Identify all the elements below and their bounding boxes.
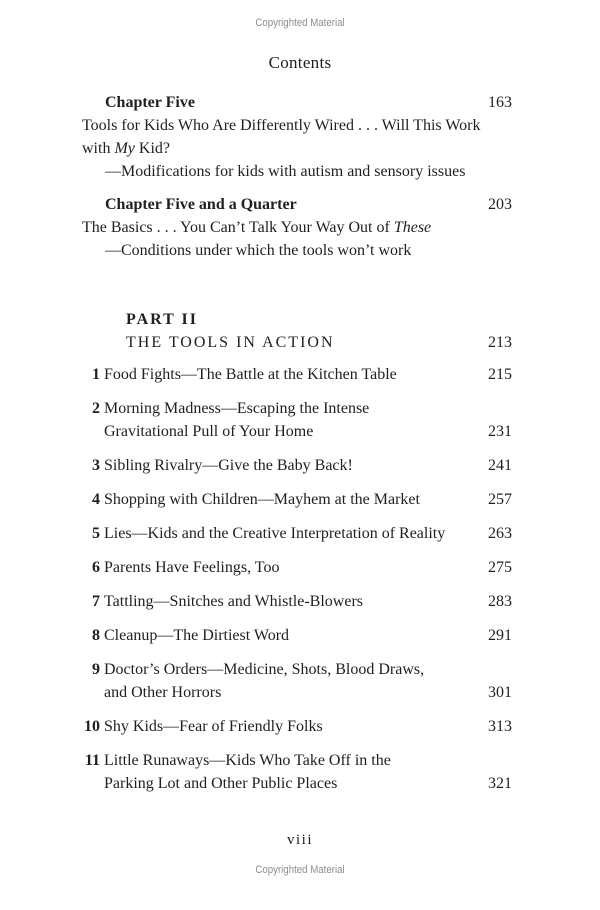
chapter-title: Chapter Five and a Quarter	[105, 196, 297, 213]
toc-item	[82, 658, 512, 704]
toc-item	[82, 624, 512, 647]
toc-item	[82, 590, 512, 613]
copyright-notice-bottom: Copyrighted Material	[255, 864, 345, 876]
chapter-entry	[82, 91, 512, 183]
toc-item	[82, 488, 512, 511]
toc-item-page-number: 313	[488, 718, 512, 735]
toc-item-page-number: 291	[488, 627, 512, 644]
toc-item-title-line: Lies—Kids and the Creative Interpretation of Reality	[104, 525, 446, 542]
toc-item-title-line: Doctor’s Orders—Medicine, Shots, Blood Draws,	[104, 661, 425, 678]
toc-item-title	[104, 488, 420, 511]
toc-item-number: 3	[92, 457, 100, 474]
toc-item-number: 8	[92, 627, 100, 644]
toc-item	[82, 363, 512, 386]
toc-item-title-line: Gravitational Pull of Your Home	[104, 423, 314, 440]
toc-item-title-line: Tattling—Snitches and Whistle-Blowers	[104, 593, 363, 610]
subtitle-text: The Basics . . . You Can’t Talk Your Way Out of	[82, 219, 394, 236]
toc-item	[82, 397, 512, 443]
toc-list	[82, 363, 512, 795]
chapter-page-number: 163	[488, 94, 512, 111]
part-header	[126, 308, 512, 354]
toc-item-title-line: and Other Horrors	[104, 684, 222, 701]
toc-item-title	[104, 658, 424, 704]
toc-item	[82, 522, 512, 545]
chapter-subtitle-line: Tools for Kids Who Are Differently Wired . . . Will This Work	[82, 117, 481, 134]
toc-item-title	[104, 749, 391, 795]
chapter-page-number: 203	[488, 196, 512, 213]
chapter-entry	[82, 193, 512, 262]
toc-item-page-number: 257	[488, 491, 512, 508]
subtitle-italic-text: My	[114, 140, 135, 157]
toc-item-title	[104, 624, 289, 647]
toc-item-title-line: Little Runaways—Kids Who Take Off in the	[104, 752, 391, 769]
chapter-note: —Modifications for kids with autism and sensory issues	[105, 163, 466, 180]
subtitle-text: Kid?	[134, 140, 170, 157]
toc-item-number: 1	[92, 366, 100, 383]
copyright-notice-top: Copyrighted Material	[255, 17, 345, 29]
toc-item-page-number: 231	[488, 423, 512, 440]
toc-item-title	[104, 556, 279, 579]
subtitle-italic-text: These	[393, 219, 432, 236]
chapter-note: —Conditions under which the tools won’t work	[105, 242, 412, 259]
toc-item-title-line: Shy Kids—Fear of Friendly Folks	[104, 718, 323, 735]
chapter-subtitle-line	[82, 216, 512, 239]
toc-item-title	[104, 590, 363, 613]
toc-item-page-number: 215	[488, 366, 512, 383]
chapter-title: Chapter Five	[105, 94, 195, 111]
toc-item-title-line: Cleanup—The Dirtiest Word	[104, 627, 290, 644]
toc-item-title-line: Parents Have Feelings, Too	[104, 559, 280, 576]
folio-page-number: viii	[286, 832, 313, 848]
toc-item-number: 2	[92, 400, 100, 417]
toc-item-title-line: Morning Madness—Escaping the Intense	[104, 400, 370, 417]
toc-item-title-line: Food Fights—The Battle at the Kitchen Table	[104, 366, 397, 383]
toc-item-page-number: 241	[488, 457, 512, 474]
toc-item-title-line: Sibling Rivalry—Give the Baby Back!	[104, 457, 353, 474]
toc-item-number: 10	[84, 718, 100, 735]
part-page-number: 213	[488, 334, 512, 351]
part-label: PART II	[126, 311, 198, 328]
toc-item-number: 7	[92, 593, 100, 610]
toc-item	[82, 556, 512, 579]
toc-item-page-number: 283	[488, 593, 512, 610]
toc-item-number: 5	[92, 525, 100, 542]
toc-item-number: 11	[84, 752, 100, 769]
toc-item-title-line: Parking Lot and Other Public Places	[104, 775, 338, 792]
toc-item-title	[104, 397, 369, 443]
subtitle-text: with	[82, 140, 115, 157]
toc-item-page-number: 275	[488, 559, 512, 576]
toc-item	[82, 749, 512, 795]
toc-item-number: 9	[92, 661, 100, 678]
toc-item-title	[104, 363, 397, 386]
toc-item-page-number: 263	[488, 525, 512, 542]
chapter-head	[82, 193, 512, 216]
toc-item-title	[104, 715, 323, 738]
toc-item	[82, 454, 512, 477]
part-title-row	[126, 331, 512, 354]
table-of-contents	[82, 91, 512, 795]
toc-item-title	[104, 454, 353, 477]
toc-item-title-line: Shopping with Children—Mayhem at the Market	[104, 491, 420, 508]
toc-item	[82, 715, 512, 738]
toc-item-number: 6	[92, 559, 100, 576]
chapter-subtitle-line	[82, 137, 512, 160]
toc-item-page-number: 301	[488, 684, 512, 701]
part-title: THE TOOLS IN ACTION	[126, 334, 335, 351]
toc-item-title	[104, 522, 445, 545]
contents-title: Contents	[268, 53, 332, 72]
toc-item-page-number: 321	[488, 775, 512, 792]
chapter-head	[82, 91, 512, 114]
toc-item-number: 4	[92, 491, 100, 508]
